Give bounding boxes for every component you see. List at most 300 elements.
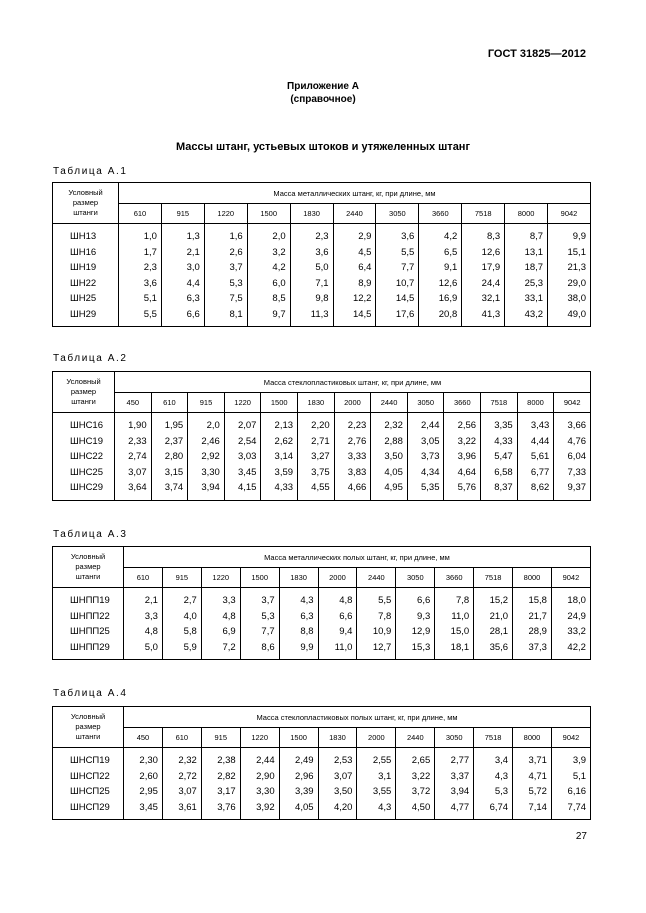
mass-value: 3,30: [256, 786, 275, 797]
length-column-header: 7518: [481, 393, 518, 413]
length-column-header: 9042: [551, 728, 590, 748]
mass-column: [279, 748, 318, 820]
mass-column: [318, 588, 357, 660]
mass-column: [151, 413, 188, 501]
size-column: [53, 413, 115, 501]
length-column-header: 1500: [261, 393, 298, 413]
rod-size-label: ШНСП22: [70, 770, 110, 782]
mass-value: 4,3: [494, 770, 509, 782]
mass-value: 16,9: [438, 293, 458, 304]
mass-value: 5,3: [261, 610, 275, 622]
mass-value: 14,5: [395, 293, 415, 304]
mass-column: [396, 588, 435, 660]
mass-value: 4,15: [237, 482, 257, 493]
mass-column: [357, 588, 396, 660]
length-column-header: 7518: [462, 204, 505, 224]
mass-column: [161, 224, 204, 327]
mass-value: 3,17: [217, 786, 236, 797]
mass-value: 8,1: [229, 308, 243, 320]
rod-size-label: ШНС29: [70, 482, 103, 493]
table-body-row: [53, 413, 591, 501]
mass-value: 15,2: [489, 595, 509, 606]
mass-column: [513, 748, 552, 820]
rod-size-label: ШНСП19: [70, 755, 110, 766]
mass-value: 6,6: [339, 610, 353, 622]
length-column-header: 3660: [419, 204, 462, 224]
mass-value: 2,0: [206, 420, 220, 431]
size-column: [53, 588, 124, 660]
mass-value: 12,2: [352, 293, 372, 304]
mass-value: 21,3: [567, 262, 586, 273]
length-column-header: 2000: [334, 393, 371, 413]
mass-value: 28,9: [528, 626, 547, 637]
mass-value: 8,5: [272, 293, 286, 304]
length-column-header: 450: [115, 393, 152, 413]
corner-header-line: Условный: [68, 188, 103, 197]
mass-value: 1,95: [164, 420, 184, 431]
mass-value: 4,3: [378, 801, 392, 813]
mass-column: [318, 748, 357, 820]
mass-value: 5,5: [143, 308, 157, 320]
mass-column: [371, 413, 408, 501]
mass-value: 3,22: [457, 435, 477, 447]
rod-size-label: ШН19: [70, 262, 97, 273]
mass-column: [462, 224, 505, 327]
mass-value: 8,37: [494, 482, 513, 493]
mass-column: [240, 588, 279, 660]
corner-header: [53, 547, 124, 588]
mass-value: 9,7: [272, 308, 286, 320]
length-column-header: 2440: [357, 568, 396, 588]
mass-value: 2,96: [295, 770, 314, 782]
mass-value: 7,14: [528, 801, 547, 813]
mass-value: 2,74: [128, 451, 147, 462]
mass-column: [474, 588, 513, 660]
mass-value: 5,1: [572, 770, 587, 782]
mass-value: 3,64: [128, 482, 147, 493]
rod-size-label: ШН25: [70, 293, 97, 304]
mass-value: 2,9: [358, 231, 372, 242]
length-column-header: 9042: [551, 568, 590, 588]
mass-value: 21,7: [528, 610, 547, 622]
mass-value: 3,3: [144, 610, 158, 622]
mass-value: 3,7: [229, 262, 243, 273]
mass-value: 2,62: [274, 435, 294, 447]
mass-value: 15,8: [528, 595, 547, 606]
mass-value: 32,1: [481, 293, 501, 304]
mass-value: 9,9: [300, 641, 314, 653]
rod-size-label: ШНСП29: [70, 801, 110, 813]
length-column-header: 2440: [333, 204, 376, 224]
corner-header-line: размер: [72, 198, 99, 207]
mass-value: 24,4: [481, 277, 501, 289]
mass-value: 4,34: [420, 466, 440, 478]
mass-value: 2,88: [384, 435, 403, 447]
mass-header: Масса стеклопластиковых полых штанг, кг, при длине, мм: [124, 707, 591, 728]
mass-value: 4,95: [384, 482, 403, 493]
mass-value: 35,6: [489, 641, 509, 653]
mass-value: 9,1: [444, 262, 458, 273]
mass-value: 33,1: [524, 293, 544, 304]
mass-value: 8,8: [300, 626, 314, 637]
mass-value: 2,7: [183, 595, 197, 606]
mass-value: 9,37: [567, 482, 587, 493]
mass-column: [298, 413, 335, 501]
mass-value: 4,0: [183, 610, 197, 622]
appendix-subtitle: (справочное): [290, 94, 356, 105]
mass-value: 2,60: [139, 770, 158, 782]
length-column-header: 1830: [290, 204, 333, 224]
length-column-header: 1500: [279, 728, 318, 748]
mass-column: [224, 413, 261, 501]
mass-value: 4,2: [272, 262, 286, 273]
length-column-header: 2440: [371, 393, 408, 413]
mass-column: [357, 748, 396, 820]
length-column-header: 9042: [554, 393, 591, 413]
rod-size-label: ШНС19: [70, 435, 103, 447]
length-column-header: 1830: [279, 568, 318, 588]
mass-value: 2,55: [372, 755, 392, 766]
rod-size-label: ШНСП25: [70, 786, 110, 797]
mass-value: 3,92: [256, 801, 275, 813]
appendix-heading: [0, 80, 646, 106]
table-a4: [52, 706, 591, 820]
mass-value: 2,53: [333, 755, 353, 766]
mass-value: 2,65: [411, 755, 431, 766]
rod-size-label: ШН29: [70, 308, 97, 320]
length-column-header: 1500: [240, 568, 279, 588]
mass-value: 4,77: [450, 801, 470, 813]
mass-value: 1,6: [229, 231, 243, 242]
mass-value: 2,71: [311, 435, 330, 447]
mass-value: 4,3: [300, 595, 314, 606]
mass-value: 3,50: [333, 786, 353, 797]
mass-value: 7,7: [401, 262, 415, 273]
corner-header: [53, 707, 124, 748]
length-column-header: 3050: [407, 393, 444, 413]
mass-value: 2,1: [144, 595, 158, 606]
mass-value: 2,38: [217, 755, 236, 766]
length-column-header: 9042: [548, 204, 591, 224]
mass-value: 3,07: [178, 786, 197, 797]
mass-value: 2,1: [186, 246, 200, 258]
mass-value: 12,6: [438, 277, 458, 289]
mass-value: 3,61: [178, 801, 197, 813]
mass-column: [162, 588, 201, 660]
length-column-header: 7518: [474, 728, 513, 748]
mass-value: 3,1: [378, 770, 392, 782]
length-column-header: 1220: [240, 728, 279, 748]
corner-header-line: размер: [75, 562, 101, 571]
length-column-header: 1830: [318, 728, 357, 748]
mass-value: 4,55: [311, 482, 330, 493]
mass-column: [333, 224, 376, 327]
rod-size-label: ШНС25: [70, 466, 103, 478]
corner-header-line: Условный: [70, 552, 106, 561]
mass-value: 5,47: [494, 451, 513, 462]
mass-value: 2,56: [457, 420, 477, 431]
mass-value: 4,76: [567, 435, 587, 447]
mass-value: 43,2: [524, 308, 544, 320]
page-number: 27: [575, 831, 587, 842]
mass-value: 3,33: [347, 451, 367, 462]
mass-value: 3,07: [333, 770, 353, 782]
mass-value: 6,16: [567, 786, 587, 797]
mass-column: [407, 413, 444, 501]
mass-value: 7,1: [315, 277, 329, 289]
length-column-header: 610: [162, 728, 201, 748]
mass-value: 3,94: [450, 786, 470, 797]
mass-value: 2,49: [295, 755, 314, 766]
mass-value: 4,8: [222, 610, 236, 622]
corner-header-line: штанги: [75, 572, 101, 581]
mass-value: 3,72: [411, 786, 431, 797]
length-column-header: 8000: [513, 568, 552, 588]
mass-value: 2,3: [315, 231, 329, 242]
mass-value: 3,74: [164, 482, 184, 493]
mass-value: 5,0: [315, 262, 329, 273]
corner-header-line: Условный: [70, 712, 106, 721]
mass-value: 8,3: [486, 231, 501, 242]
mass-column: [204, 224, 247, 327]
mass-value: 5,0: [144, 641, 158, 653]
mass-value: 15,0: [450, 626, 470, 637]
mass-value: 3,05: [420, 435, 440, 447]
mass-column: [247, 224, 290, 327]
mass-value: 49,0: [567, 308, 586, 320]
mass-header: Масса металлических полых штанг, кг, при длине, мм: [124, 547, 591, 568]
length-column-header: 3660: [444, 393, 481, 413]
mass-value: 3,15: [164, 466, 184, 478]
mass-value: 18,7: [524, 262, 544, 273]
mass-value: 5,9: [183, 641, 197, 653]
mass-value: 5,76: [457, 482, 477, 493]
mass-value: 41,3: [481, 308, 501, 320]
mass-value: 2,80: [164, 451, 184, 462]
mass-value: 3,39: [295, 786, 314, 797]
mass-value: 6,3: [300, 610, 314, 622]
mass-value: 2,6: [229, 246, 243, 258]
table-body-row: [53, 748, 591, 820]
mass-value: 9,9: [572, 231, 586, 242]
mass-value: 2,95: [139, 786, 158, 797]
mass-value: 5,35: [420, 482, 440, 493]
mass-value: 5,8: [183, 626, 197, 637]
length-column-header: 8000: [513, 728, 552, 748]
mass-value: 8,9: [358, 277, 372, 289]
mass-value: 28,1: [489, 626, 509, 637]
mass-value: 2,44: [420, 420, 440, 431]
corner-header-line: размер: [75, 722, 101, 731]
mass-value: 38,0: [567, 293, 586, 304]
mass-value: 6,74: [489, 801, 509, 813]
mass-column: [290, 224, 333, 327]
mass-value: 4,33: [494, 435, 513, 447]
mass-column: [517, 413, 554, 501]
mass-value: 2,46: [201, 435, 220, 447]
rod-size-label: ШНПП22: [70, 610, 110, 622]
mass-value: 9,3: [417, 610, 431, 622]
mass-column: [505, 224, 548, 327]
mass-value: 4,66: [347, 482, 367, 493]
mass-column: [201, 588, 240, 660]
mass-value: 2,82: [217, 770, 236, 782]
mass-value: 7,33: [567, 466, 587, 478]
mass-value: 15,1: [567, 246, 586, 258]
mass-value: 4,50: [411, 801, 431, 813]
mass-value: 3,27: [311, 451, 330, 462]
mass-value: 4,5: [358, 246, 372, 258]
mass-column: [124, 748, 163, 820]
mass-value: 2,72: [178, 770, 197, 782]
rod-size-label: ШН16: [70, 246, 97, 258]
mass-value: 3,7: [261, 595, 275, 606]
mass-value: 6,6: [417, 595, 431, 606]
rod-size-label: ШН13: [70, 231, 97, 242]
mass-value: 3,14: [274, 451, 294, 462]
mass-value: 3,75: [311, 466, 330, 478]
mass-column: [551, 588, 590, 660]
length-column-header: 8000: [517, 393, 554, 413]
mass-value: 3,9: [572, 755, 587, 766]
length-column-header: 1500: [247, 204, 290, 224]
length-column-header: 2000: [357, 728, 396, 748]
mass-value: 5,1: [143, 293, 157, 304]
mass-value: 7,2: [222, 641, 236, 653]
mass-value: 3,76: [217, 801, 236, 813]
length-column-header: 610: [151, 393, 188, 413]
mass-column: [124, 588, 163, 660]
mass-value: 6,0: [272, 277, 286, 289]
mass-value: 8,7: [529, 231, 544, 242]
mass-value: 4,4: [186, 277, 200, 289]
mass-value: 2,0: [272, 231, 286, 242]
mass-value: 8,6: [261, 641, 275, 653]
rod-size-label: ШНС22: [70, 451, 103, 462]
mass-column: [551, 748, 590, 820]
corner-header: [53, 183, 119, 224]
mass-value: 3,6: [315, 246, 329, 258]
mass-value: 2,13: [274, 420, 294, 431]
size-column: [53, 748, 124, 820]
table-a4-caption: Таблица А.4: [53, 688, 128, 699]
mass-value: 5,5: [378, 595, 392, 606]
mass-value: 6,3: [186, 293, 200, 304]
mass-column: [119, 224, 162, 327]
length-column-header: 3050: [396, 568, 435, 588]
mass-value: 14,5: [352, 308, 372, 320]
rod-size-label: ШНС16: [70, 420, 103, 431]
mass-value: 7,5: [229, 293, 243, 304]
mass-column: [419, 224, 462, 327]
length-column-header: 8000: [505, 204, 548, 224]
mass-value: 7,7: [261, 626, 275, 637]
table-a2-caption: Таблица А.2: [53, 353, 128, 364]
length-column-header: 7518: [474, 568, 513, 588]
mass-value: 3,03: [237, 451, 257, 462]
mass-value: 6,4: [358, 262, 372, 273]
mass-value: 10,9: [372, 626, 392, 637]
table-body-row: [53, 588, 591, 660]
mass-value: 24,9: [567, 610, 586, 622]
mass-column: [513, 588, 552, 660]
size-column: [53, 224, 119, 327]
table-a1-caption: Таблица А.1: [53, 166, 128, 177]
mass-column: [201, 748, 240, 820]
mass-value: 7,8: [455, 595, 470, 606]
mass-column: [115, 413, 152, 501]
mass-column: [481, 413, 518, 501]
mass-value: 3,73: [420, 451, 440, 462]
appendix-title: Приложение А: [287, 81, 359, 92]
length-column-header: 3660: [435, 568, 474, 588]
mass-value: 3,2: [272, 246, 286, 258]
corner-header-line: Условный: [66, 377, 101, 386]
length-column-header: 2440: [396, 728, 435, 748]
mass-value: 3,71: [528, 755, 547, 766]
mass-value: 6,9: [222, 626, 236, 637]
length-column-header: 1220: [224, 393, 261, 413]
mass-value: 9,8: [315, 293, 329, 304]
mass-value: 7,74: [567, 801, 587, 813]
mass-value: 13,1: [524, 246, 544, 258]
mass-value: 2,90: [256, 770, 275, 782]
mass-value: 3,3: [222, 595, 236, 606]
mass-value: 17,6: [395, 308, 415, 320]
length-column-header: 3050: [376, 204, 419, 224]
mass-value: 5,61: [530, 451, 550, 462]
mass-value: 4,05: [384, 466, 403, 478]
length-column-header: 915: [188, 393, 225, 413]
rod-size-label: ШНПП29: [70, 641, 110, 653]
mass-value: 4,20: [333, 801, 353, 813]
mass-value: 3,07: [128, 466, 147, 478]
mass-value: 3,83: [347, 466, 367, 478]
mass-value: 18,1: [450, 641, 470, 653]
mass-value: 2,23: [347, 420, 367, 431]
rod-size-label: ШНПП25: [70, 626, 110, 637]
mass-value: 3,6: [143, 277, 157, 289]
mass-value: 3,59: [274, 466, 294, 478]
mass-value: 1,0: [143, 231, 157, 242]
standard-number: ГОСТ 31825—2012: [487, 48, 586, 60]
length-column-header: 915: [201, 728, 240, 748]
mass-value: 15,3: [411, 641, 431, 653]
section-title: Массы штанг, устьевых штоков и утяжеленных штанг: [175, 141, 471, 153]
mass-value: 17,9: [481, 262, 501, 273]
mass-column: [240, 748, 279, 820]
mass-value: 2,92: [201, 451, 220, 462]
length-column-header: 610: [119, 204, 162, 224]
mass-column: [334, 413, 371, 501]
mass-value: 29,0: [567, 277, 586, 289]
mass-value: 10,7: [395, 277, 415, 289]
mass-value: 2,32: [178, 755, 197, 766]
mass-value: 6,58: [494, 466, 513, 478]
mass-value: 2,33: [128, 435, 147, 447]
mass-value: 5,3: [229, 277, 243, 289]
mass-value: 3,45: [237, 466, 257, 478]
mass-value: 2,44: [256, 755, 275, 766]
mass-value: 3,37: [450, 770, 470, 782]
mass-column: [396, 748, 435, 820]
mass-value: 12,9: [411, 626, 431, 637]
mass-value: 4,8: [144, 626, 158, 637]
length-column-header: 915: [161, 204, 204, 224]
mass-value: 3,96: [457, 451, 477, 462]
mass-column: [554, 413, 591, 501]
mass-value: 11,0: [451, 610, 470, 622]
